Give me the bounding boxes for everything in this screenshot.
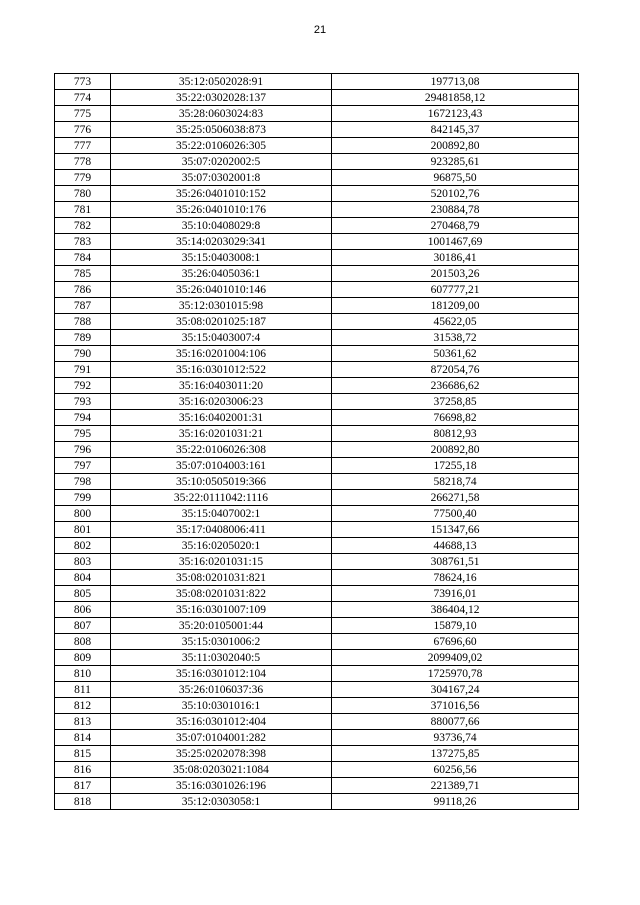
row-number-cell: 803 [55,554,111,570]
table-row [55,378,579,394]
cadastral-number-cell: 35:12:0303058:1 [111,794,332,810]
cadastral-number-cell: 35:16:0301007:109 [111,602,332,618]
row-number-cell: 807 [55,618,111,634]
cadastral-value-cell: 181209,00 [332,298,579,314]
cadastral-value-cell: 151347,66 [332,522,579,538]
table-row [55,154,579,170]
cadastral-number-cell: 35:08:0201031:822 [111,586,332,602]
cadastral-value-cell: 44688,13 [332,538,579,554]
row-number-cell: 796 [55,442,111,458]
cadastral-value-cell: 1725970,78 [332,666,579,682]
cadastral-value-cell: 197713,08 [332,74,579,90]
table-row [55,90,579,106]
row-number-cell: 794 [55,410,111,426]
cadastral-number-cell: 35:16:0403011:20 [111,378,332,394]
row-number-cell: 784 [55,250,111,266]
cadastral-number-cell: 35:16:0402001:31 [111,410,332,426]
table-row [55,762,579,778]
cadastral-value-cell: 270468,79 [332,218,579,234]
row-number-cell: 817 [55,778,111,794]
table-row [55,554,579,570]
cadastral-number-cell: 35:11:0302040:5 [111,650,332,666]
cadastral-number-cell: 35:28:0603024:83 [111,106,332,122]
cadastral-number-cell: 35:10:0408029:8 [111,218,332,234]
cadastral-number-cell: 35:10:0505019:366 [111,474,332,490]
cadastral-number-cell: 35:12:0502028:91 [111,74,332,90]
row-number-cell: 814 [55,730,111,746]
table-row [55,330,579,346]
cadastral-value-cell: 200892,80 [332,138,579,154]
cadastral-number-cell: 35:16:0301012:104 [111,666,332,682]
cadastral-number-cell: 35:26:0401010:176 [111,202,332,218]
cadastral-value-cell: 201503,26 [332,266,579,282]
cadastral-value-cell: 15879,10 [332,618,579,634]
row-number-cell: 802 [55,538,111,554]
row-number-cell: 785 [55,266,111,282]
table-body [55,74,579,810]
table-row [55,138,579,154]
cadastral-value-cell: 236686,62 [332,378,579,394]
cadastral-number-cell: 35:16:0301012:522 [111,362,332,378]
cadastral-number-cell: 35:16:0301026:196 [111,778,332,794]
cadastral-value-cell: 58218,74 [332,474,579,490]
row-number-cell: 775 [55,106,111,122]
row-number-cell: 776 [55,122,111,138]
row-number-cell: 786 [55,282,111,298]
table-row [55,618,579,634]
cadastral-value-cell: 607777,21 [332,282,579,298]
cadastral-value-cell: 67696,60 [332,634,579,650]
row-number-cell: 787 [55,298,111,314]
table-row [55,746,579,762]
cadastral-value-cell: 1672123,43 [332,106,579,122]
table-row [55,298,579,314]
row-number-cell: 781 [55,202,111,218]
cadastral-number-cell: 35:22:0106026:305 [111,138,332,154]
cadastral-number-cell: 35:16:0201004:106 [111,346,332,362]
cadastral-number-cell: 35:07:0104003:161 [111,458,332,474]
row-number-cell: 793 [55,394,111,410]
cadastral-number-cell: 35:16:0301012:404 [111,714,332,730]
cadastral-value-cell: 2099409,02 [332,650,579,666]
row-number-cell: 782 [55,218,111,234]
cadastral-number-cell: 35:25:0506038:873 [111,122,332,138]
table-row [55,122,579,138]
table-row [55,426,579,442]
row-number-cell: 813 [55,714,111,730]
table-row [55,106,579,122]
row-number-cell: 818 [55,794,111,810]
row-number-cell: 774 [55,90,111,106]
row-number-cell: 791 [55,362,111,378]
row-number-cell: 777 [55,138,111,154]
cadastral-value-cell: 96875,50 [332,170,579,186]
table-row [55,218,579,234]
cadastral-number-cell: 35:26:0401010:146 [111,282,332,298]
row-number-cell: 805 [55,586,111,602]
cadastral-value-cell: 304167,24 [332,682,579,698]
cadastral-value-cell: 29481858,12 [332,90,579,106]
cadastral-number-cell: 35:14:0203029:341 [111,234,332,250]
table-row [55,186,579,202]
cadastral-number-cell: 35:07:0302001:8 [111,170,332,186]
row-number-cell: 804 [55,570,111,586]
cadastral-value-cell: 99118,26 [332,794,579,810]
table-row [55,346,579,362]
cadastral-number-cell: 35:26:0106037:36 [111,682,332,698]
cadastral-number-cell: 35:16:0203006:23 [111,394,332,410]
cadastral-number-cell: 35:08:0203021:1084 [111,762,332,778]
table-row [55,506,579,522]
cadastral-number-cell: 35:17:0408006:411 [111,522,332,538]
cadastral-value-cell: 200892,80 [332,442,579,458]
row-number-cell: 812 [55,698,111,714]
row-number-cell: 798 [55,474,111,490]
row-number-cell: 790 [55,346,111,362]
table-row [55,650,579,666]
cadastral-number-cell: 35:26:0405036:1 [111,266,332,282]
cadastral-number-cell: 35:16:0201031:15 [111,554,332,570]
cadastral-number-cell: 35:07:0202002:5 [111,154,332,170]
cadastral-value-cell: 31538,72 [332,330,579,346]
row-number-cell: 792 [55,378,111,394]
row-number-cell: 789 [55,330,111,346]
table-row [55,394,579,410]
cadastral-value-cell: 60256,56 [332,762,579,778]
cadastral-value-cell: 923285,61 [332,154,579,170]
cadastral-number-cell: 35:22:0302028:137 [111,90,332,106]
table-row [55,362,579,378]
table-row [55,586,579,602]
table-row [55,778,579,794]
cadastral-number-cell: 35:22:0106026:308 [111,442,332,458]
row-number-cell: 795 [55,426,111,442]
row-number-cell: 799 [55,490,111,506]
table-row [55,458,579,474]
table-row [55,410,579,426]
row-number-cell: 801 [55,522,111,538]
row-number-cell: 810 [55,666,111,682]
cadastral-value-cell: 221389,71 [332,778,579,794]
cadastral-number-cell: 35:08:0201025:187 [111,314,332,330]
table-row [55,538,579,554]
table-row [55,730,579,746]
cadastral-value-cell: 386404,12 [332,602,579,618]
cadastral-number-cell: 35:15:0403008:1 [111,250,332,266]
cadastral-value-cell: 17255,18 [332,458,579,474]
cadastral-value-cell: 37258,85 [332,394,579,410]
table-row [55,602,579,618]
table-row [55,474,579,490]
table-row [55,282,579,298]
cadastral-value-cell: 371016,56 [332,698,579,714]
cadastral-value-cell: 80812,93 [332,426,579,442]
table-row [55,442,579,458]
cadastral-value-cell: 30186,41 [332,250,579,266]
cadastral-value-cell: 230884,78 [332,202,579,218]
cadastral-value-cell: 76698,82 [332,410,579,426]
row-number-cell: 788 [55,314,111,330]
row-number-cell: 778 [55,154,111,170]
row-number-cell: 773 [55,74,111,90]
cadastral-value-cell: 73916,01 [332,586,579,602]
cadastral-value-cell: 880077,66 [332,714,579,730]
cadastral-number-cell: 35:16:0205020:1 [111,538,332,554]
cadastral-number-cell: 35:08:0201031:821 [111,570,332,586]
row-number-cell: 816 [55,762,111,778]
row-number-cell: 797 [55,458,111,474]
cadastral-value-cell: 266271,58 [332,490,579,506]
row-number-cell: 815 [55,746,111,762]
cadastral-number-cell: 35:15:0407002:1 [111,506,332,522]
table-row [55,234,579,250]
table-row [55,522,579,538]
table-row [55,202,579,218]
table-row [55,794,579,810]
table-row [55,570,579,586]
cadastral-number-cell: 35:15:0403007:4 [111,330,332,346]
row-number-cell: 811 [55,682,111,698]
table-row [55,682,579,698]
cadastral-number-cell: 35:10:0301016:1 [111,698,332,714]
cadastral-value-cell: 77500,40 [332,506,579,522]
table-row [55,170,579,186]
table-row [55,314,579,330]
cadastral-number-cell: 35:15:0301006:2 [111,634,332,650]
cadastral-value-cell: 308761,51 [332,554,579,570]
cadastral-value-cell: 50361,62 [332,346,579,362]
cadastral-value-table [54,73,579,810]
page-number: 21 [313,24,327,36]
row-number-cell: 800 [55,506,111,522]
cadastral-value-cell: 137275,85 [332,746,579,762]
row-number-cell: 780 [55,186,111,202]
cadastral-value-cell: 93736,74 [332,730,579,746]
row-number-cell: 808 [55,634,111,650]
cadastral-number-cell: 35:20:0105001:44 [111,618,332,634]
cadastral-number-cell: 35:12:0301015:98 [111,298,332,314]
cadastral-number-cell: 35:22:0111042:1116 [111,490,332,506]
row-number-cell: 809 [55,650,111,666]
cadastral-number-cell: 35:25:0202078:398 [111,746,332,762]
cadastral-value-cell: 78624,16 [332,570,579,586]
table-row [55,634,579,650]
table-row [55,666,579,682]
table-row [55,250,579,266]
cadastral-value-cell: 45622,05 [332,314,579,330]
row-number-cell: 806 [55,602,111,618]
cadastral-value-cell: 1001467,69 [332,234,579,250]
row-number-cell: 779 [55,170,111,186]
cadastral-number-cell: 35:26:0401010:152 [111,186,332,202]
table-row [55,698,579,714]
cadastral-value-cell: 842145,37 [332,122,579,138]
cadastral-value-cell: 520102,76 [332,186,579,202]
table-row [55,74,579,90]
table-row [55,714,579,730]
cadastral-value-cell: 872054,76 [332,362,579,378]
table-row [55,266,579,282]
cadastral-number-cell: 35:07:0104001:282 [111,730,332,746]
cadastral-number-cell: 35:16:0201031:21 [111,426,332,442]
table-row [55,490,579,506]
row-number-cell: 783 [55,234,111,250]
